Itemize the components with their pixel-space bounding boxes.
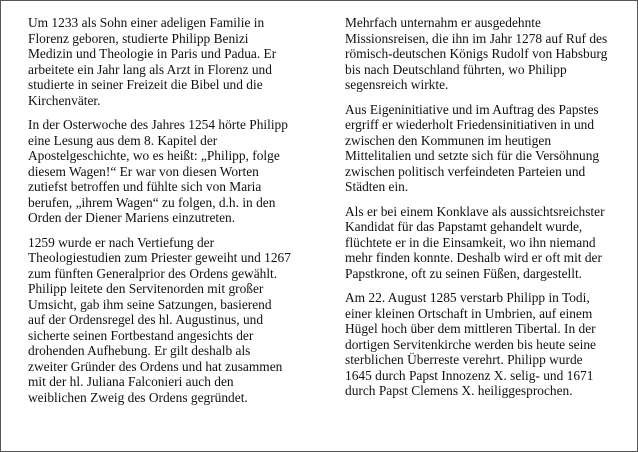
paragraph-mission-journeys: Mehrfach unternahm er ausgedehnte Missionsreisen, die ihn im Jahr 1278 auf Ruf des römisch-deutschen Königs Rudolf von Habsburg bis nach Deutschland führten, wo Philipp segensreich wirkte.	[345, 15, 608, 92]
paragraph-calling: In der Osterwoche des Jahres 1254 hörte Philipp eine Lesung aus dem 8. Kapitel der Apostelgeschichte, wo es heißt: „Philipp, folge diesem Wagen!“ Er war von diesen Worten zutiefst betroffen und fühlte sich von Maria berufen, „ihrem Wagen“ zu folgen, d.h. in den Orden der Diener Mariens einzutreten.	[28, 117, 288, 225]
paragraph-conclave: Als er bei einem Konklave als aussichtsreichster Kandidat für das Papstamt gehandelt wurde, flüchtete er in die Einsamkeit, wo ihn niemand mehr finden konnte. Deshalb wird er oft mit der Papstkrone, oft zu seinen Füßen, dargestellt.	[345, 203, 605, 281]
paragraph-peace-initiatives: Aus Eigeninitiative und im Auftrag des Papstes ergriff er wiederholt Friedensinitiativen in und zwischen den Kommunen im heutigen Mittelitalien und setzte sich für die Versöhnung zwischen politisch verfeindeten Parteien und Städten ein.	[345, 101, 600, 194]
right-text-column	[345, 15, 623, 408]
left-text-column	[28, 15, 310, 414]
paragraph-birth-and-studies: Um 1233 als Sohn einer adeligen Familie in Florenz geboren, studierte Philipp Benizi Medizin und Theologie in Paris und Padua. Er arbeitete ein Jahr lang als Arzt in Florenz und studierte in seiner Freizeit die Bibel und die Kirchenväter.	[28, 15, 277, 108]
paragraph-death-and-canonization: Am 22. August 1285 verstarb Philipp in Todi, einer kleinen Ortschaft in Umbrien, auf einem Hügel hoch über dem mittleren Tibertal. In der dortigen Servitenkirche werden bis heute seine sterblichen Überreste verehrt. Philipp wurde 1645 durch Papst Innozenz X. selig- und 1671 durch Papst Clemens X. heiliggesprochen.	[345, 290, 596, 398]
paragraph-priesthood-and-order: 1259 wurde er nach Vertiefung der Theologiestudien zum Priester geweiht und 1267 zum fünften Generalprior des Ordens gewählt. Philipp leitete den Servitenorden mit großer Umsicht, gab ihm seine Satzungen, basierend auf der Ordensregel des hl. Augustinus, und sicherte seinen Fortbestand angesichts der drohenden Aufhebung. Er gilt deshalb als zweiter Gründer des Ordens und hat zusammen mit der hl. Juliana Falconieri auch den weiblichen Zweig des Ordens gegründet.	[28, 234, 291, 405]
